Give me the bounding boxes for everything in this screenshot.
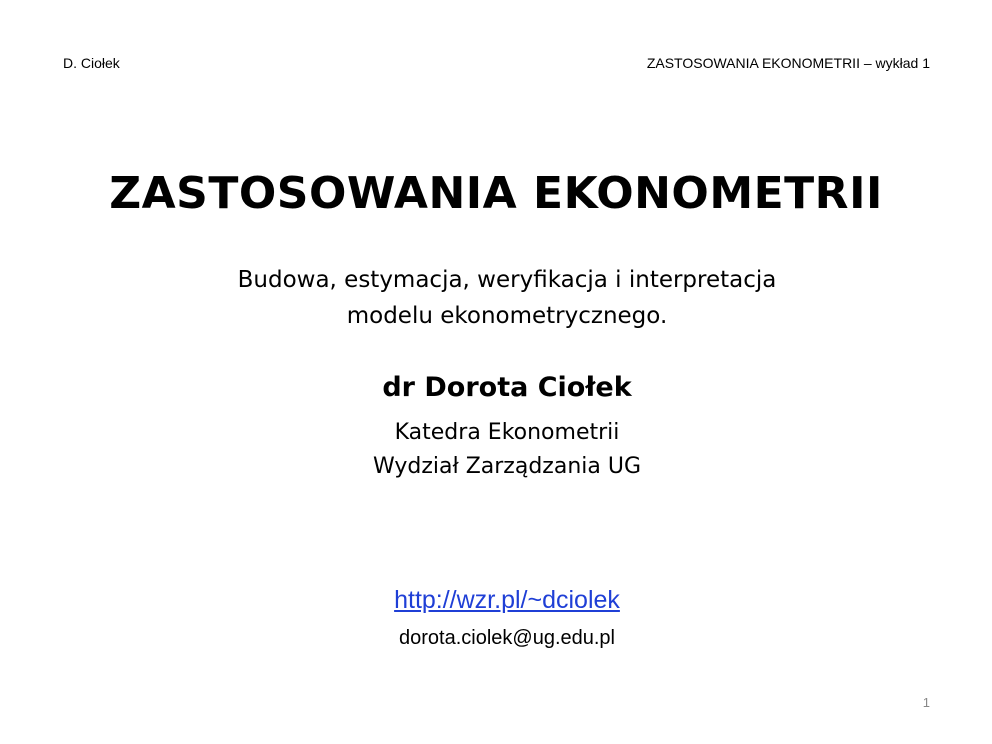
email-address: dorota.ciolek@ug.edu.pl	[399, 627, 615, 649]
slide-title: ZASTOSOWANIA EKONOMETRII	[109, 168, 883, 219]
author-name: dr Dorota Ciołek	[382, 372, 632, 403]
subtitle-line-1: Budowa, estymacja, weryfikacja i interpretacja	[237, 267, 777, 293]
website-link[interactable]: http://wzr.pl/~dciolek	[394, 586, 620, 614]
faculty: Wydział Zarządzania UG	[372, 454, 642, 479]
header-author: D. Ciołek	[63, 55, 120, 71]
website-row	[0, 586, 992, 615]
slide-subtitle	[0, 262, 992, 334]
header-course-title: ZASTOSOWANIA EKONOMETRII – wykład 1	[646, 55, 930, 71]
author-affiliation	[0, 416, 992, 484]
subtitle-line-2: modelu ekonometrycznego.	[346, 303, 668, 329]
page-number: 1	[922, 695, 930, 710]
department: Katedra Ekonometrii	[394, 420, 620, 445]
